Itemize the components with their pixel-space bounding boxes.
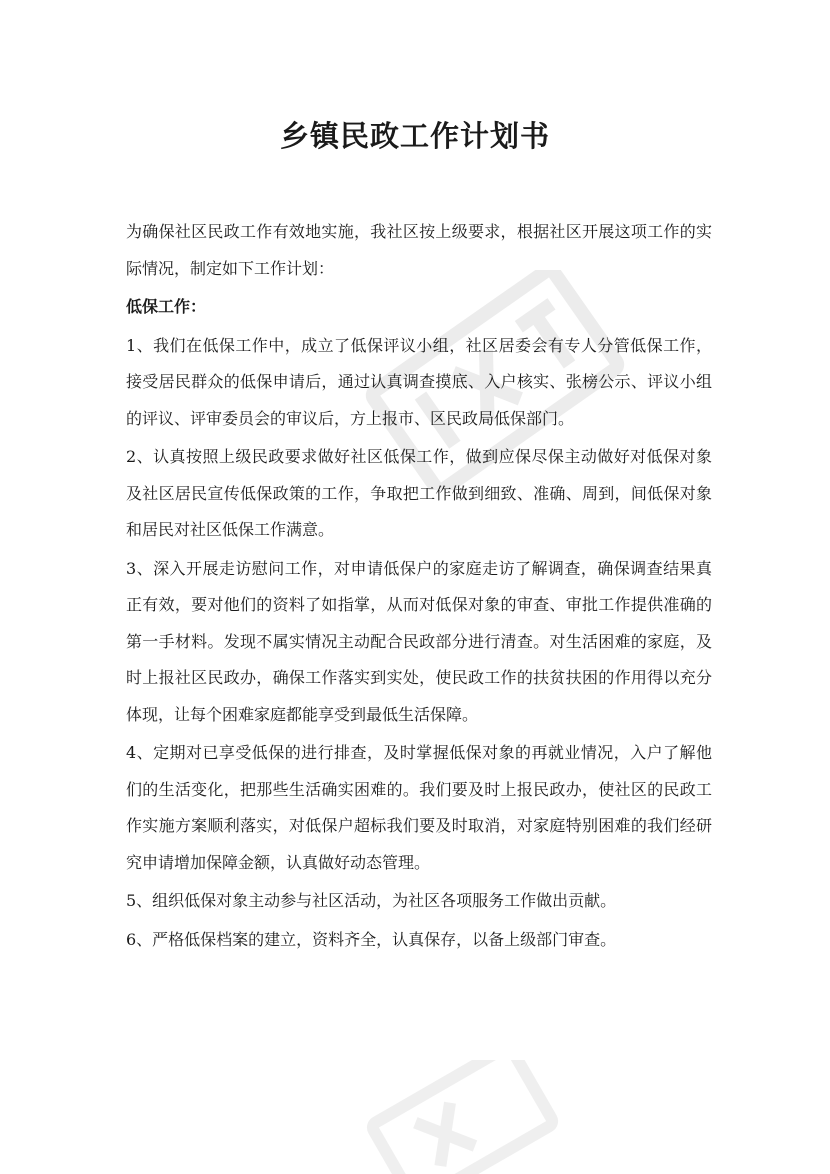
intro-paragraph: 为确保社区民政工作有效地实施，我社区按上级要求，根据社区开展这项工作的实际情况，制定如下工作计划：	[126, 222, 712, 278]
watermark-icon-bottom	[360, 1060, 560, 1174]
list-item: 5、组织低保对象主动参与社区活动，为社区各项服务工作做出贡献。	[126, 891, 617, 910]
section-heading: 低保工作：	[126, 297, 207, 316]
document-title: 乡镇民政工作计划书	[279, 119, 550, 153]
document-body	[126, 214, 712, 960]
list-item: 3、深入开展走访慰问工作，对申请低保户的家庭走访了解调查，确保调查结果真正有效，要对他们的资料了如指掌，从而对低保对象的审查、审批工作提供准确的第一手材料。发现不属实情况主动配合民政部分进行清查。对生活困难的家庭，及时上报社区民政办，确保工作落实到实处，使民政工作的扶贫扶困的作用得以充分体现，让每个困难家庭都能享受到最低生活保障。	[126, 558, 712, 724]
list-item: 1、我们在低保工作中，成立了低保评议小组，社区居委会有专人分管低保工作，接受居民群众的低保申请后，通过认真调查摸底、入户核实、张榜公示、评议小组的评议、评审委员会的审议后，方上报市、区民政局低保部门。	[126, 335, 712, 428]
list-item: 2、认真按照上级民政要求做好社区低保工作，做到应保尽保主动做好对低保对象及社区居民宣传低保政策的工作，争取把工作做到细致、准确、周到，间低保对象和居民对社区低保工作满意。	[126, 447, 712, 539]
list-item: 6、严格低保档案的建立，资料齐全，认真保存，以备上级部门审查。	[126, 929, 617, 949]
list-item: 4、定期对已享受低保的进行排查，及时掌握低保对象的再就业情况，入户了解他们的生活变化，把那些生活确实困难的。我们要及时上报民政办，使社区的民政工作实施方案顺利落实，对低保户超标我们要及时取消，对家庭特别困难的我们经研究申请增加保障金额，认真做好动态管理。	[126, 743, 712, 872]
